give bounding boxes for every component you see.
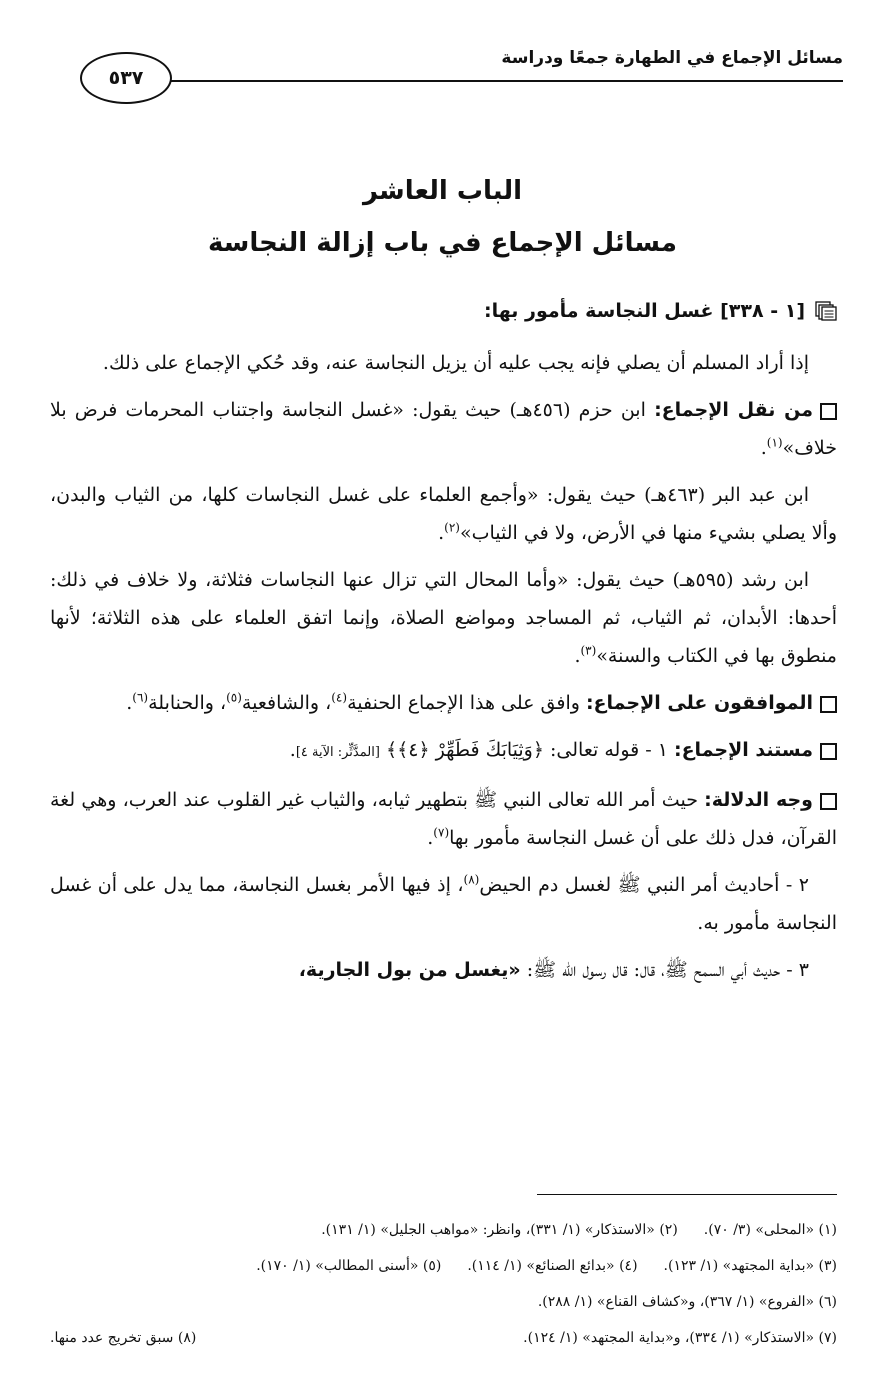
footnote-ref-6: (٦) (132, 690, 149, 705)
footnote-row (50, 1248, 837, 1284)
transmitters-paragraph: من نقل الإجماع: ابن حزم (٤٥٦هـ) حيث يقول: «غسل النجاسة واجتناب المحرمات فرض بلا خلاف»$^{(١)}$. (50, 399, 837, 459)
indication-paragraph: وجه الدلالة: حيث أمر الله تعالى النبي ﷺ بتطهير ثيابه، والثياب غير القلوب عند العرب، وهي لغة القرآن، فدل ذلك على أن غسل النجاسة مأمور بها$^{(٧)}$. (50, 789, 837, 849)
square-bullet-icon (820, 743, 837, 760)
footnote-4: (٤) «بدائع الصنائع» (١/ ١١٤). (467, 1258, 638, 1274)
hadith-abu-samh-text: ٣ - حديث أبي السمح ﷺ، قال: قال رسول الله ﷺ: (520, 959, 809, 981)
footnotes (50, 1212, 837, 1356)
copy-icon (815, 301, 837, 321)
footnote-6: (٦) «الفروع» (١/ ٣٦٧)، و«كشاف القناع» (١/ ٢٨٨). (537, 1294, 837, 1310)
footnote-separator (537, 1194, 837, 1195)
intro-paragraph (50, 344, 837, 382)
intro-text: إذا أراد المسلم أن يصلي فإنه يجب عليه أن يزيل النجاسة عنه، وقد حُكي الإجماع على ذلك. (102, 352, 809, 374)
footnote-7: (٧) «الاستذكار» (١/ ٣٣٤)، و«بداية المجتهد» (١/ ١٢٤). (523, 1330, 837, 1346)
agreeing-text-b: ، والشافعية (241, 692, 332, 714)
ibn-rushd-paragraph: ابن رشد (٥٩٥هـ) حيث يقول: «وأما المحال التي تزال عنها النجاسات فثلاثة، ولا خلاف في ذلك: أحدها: الأبدان، ثم الثياب، ثم المساجد ومواضع الصلاة، وإنما اتفق العلماء على هذه الثلاثة؛ لأنها منطوق بها في الكتاب والسنة»$^{(٣)}$. (50, 569, 837, 667)
basis-paragraph: مستند الإجماع: ١ - قوله تعالى: ﴿وَثِيَابَكَ فَطَهِّرْ ﴿٤﴾﴾ [المدَّثِّر: الآية ٤]. (50, 731, 837, 772)
footnote-row (50, 1284, 837, 1320)
footnote-ref-3: (٣) (580, 643, 597, 658)
issue-heading-text: [١ - ٣٣٨] غسل النجاسة مأمور بها: (484, 300, 805, 322)
indication-text: حيث أمر الله تعالى النبي ﷺ بتطهير ثيابه، والثياب غير القلوب عند العرب، وهي لغة القرآن، فدل ذلك على أن غسل النجاسة مأمور بها (50, 789, 837, 849)
basis-lead: مستند الإجماع: (673, 739, 813, 761)
page-number: ٥٣٧ (108, 67, 144, 89)
hadith-quote-bold: «يغسل من بول الجارية، (298, 959, 521, 981)
ibn-abd-albarr-paragraph: ابن عبد البر (٤٦٣هـ) حيث يقول: «وأجمع العلماء على غسل النجاسات كلها، من الثياب والبدن، وألا يصلي بشيء منها في الأرض، ولا في الثياب»$^{(٢)}$. (50, 484, 837, 544)
footnote-ref-4: (٤) (331, 690, 348, 705)
agreeing-text-a: وافق على هذا الإجماع الحنفية (347, 692, 580, 714)
chapter-title: مسائل الإجماع في باب إزالة النجاسة (208, 228, 677, 258)
footnote-row (50, 1320, 837, 1356)
basis-text: ١ - قوله تعالى: ﴿وَثِيَابَكَ فَطَهِّرْ ﴿٤﴾﴾ (385, 739, 668, 761)
footnote-row (50, 1212, 837, 1248)
running-header-title: مسائل الإجماع في الطهارة جمعًا ودراسة (501, 48, 843, 68)
indication-lead: وجه الدلالة: (704, 789, 813, 811)
footnote-8: (٨) سبق تخريج عدد منها. (50, 1330, 197, 1346)
agreeing-paragraph: الموافقون على الإجماع: وافق على هذا الإجماع الحنفية$^{(٤)}$، والشافعية$^{(٥)}$، والحنابلة$^{(٦)}$. (50, 684, 837, 722)
footnote-ref-5: (٥) (226, 690, 242, 705)
agreeing-text-c: ، والحنابلة (148, 692, 227, 714)
footnote-ref-1: (١) (766, 435, 783, 450)
square-bullet-icon (820, 403, 837, 420)
hadith-menses-text-a: ٢ - أحاديث أمر النبي ﷺ لغسل دم الحيض (479, 874, 809, 896)
square-bullet-icon (820, 793, 837, 810)
agreeing-lead: الموافقون على الإجماع: (585, 692, 813, 714)
chapter-heading (40, 165, 845, 269)
chapter-number-title: الباب العاشر (362, 176, 523, 206)
transmitters-text: ابن حزم (٤٥٦هـ) حيث يقول: «غسل النجاسة واجتناب المحرمات فرض بلا خلاف» (50, 399, 837, 459)
hadith-menses-text-b: ، إذ فيها الأمر بغسل النجاسة، مما يدل على أن غسل النجاسة مأمور به. (50, 874, 837, 934)
hadith-abu-samh-paragraph (50, 951, 837, 989)
footnote-2: (٢) «الاستذكار» (١/ ٣٣١)، وانظر: «مواهب الجليل» (١/ ١٣١). (321, 1222, 678, 1238)
verse-reference: [المدَّثِّر: الآية ٤] (295, 745, 380, 760)
footnote-ref-2: (٢) (444, 520, 460, 535)
page-body (50, 292, 837, 998)
hadith-menses-paragraph (50, 866, 837, 942)
page-number-badge (80, 52, 172, 104)
footnote-ref-8: (٨) (463, 872, 480, 887)
footnote-ref-7: (٧) (433, 825, 450, 840)
square-bullet-icon (820, 696, 837, 713)
ibn-rushd-text: ابن رشد (٥٩٥هـ) حيث يقول: «وأما المحال التي تزال عنها النجاسات فثلاثة، ولا خلاف في ذلك: أحدها: الأبدان، ثم الثياب، ثم المساجد ومواضع الصلاة، وإنما اتفق العلماء على هذه الثلاثة؛ لأنها منطوق بها في الكتاب والسنة» (50, 569, 837, 667)
transmitters-lead: من نقل الإجماع: (654, 399, 814, 421)
footnote-1: (١) «المحلى» (٣/ ٧٠). (703, 1222, 837, 1238)
ibn-abd-albarr-text: ابن عبد البر (٤٦٣هـ) حيث يقول: «وأجمع العلماء على غسل النجاسات كلها، من الثياب والبدن، وألا يصلي بشيء منها في الأرض، ولا في الثياب» (50, 484, 837, 544)
issue-heading (50, 292, 837, 330)
footnote-5: (٥) «أسنى المطالب» (١/ ١٧٠). (256, 1258, 442, 1274)
footnote-3: (٣) «بداية المجتهد» (١/ ١٢٣). (663, 1258, 837, 1274)
running-header (80, 46, 843, 89)
header-rule (170, 80, 843, 82)
